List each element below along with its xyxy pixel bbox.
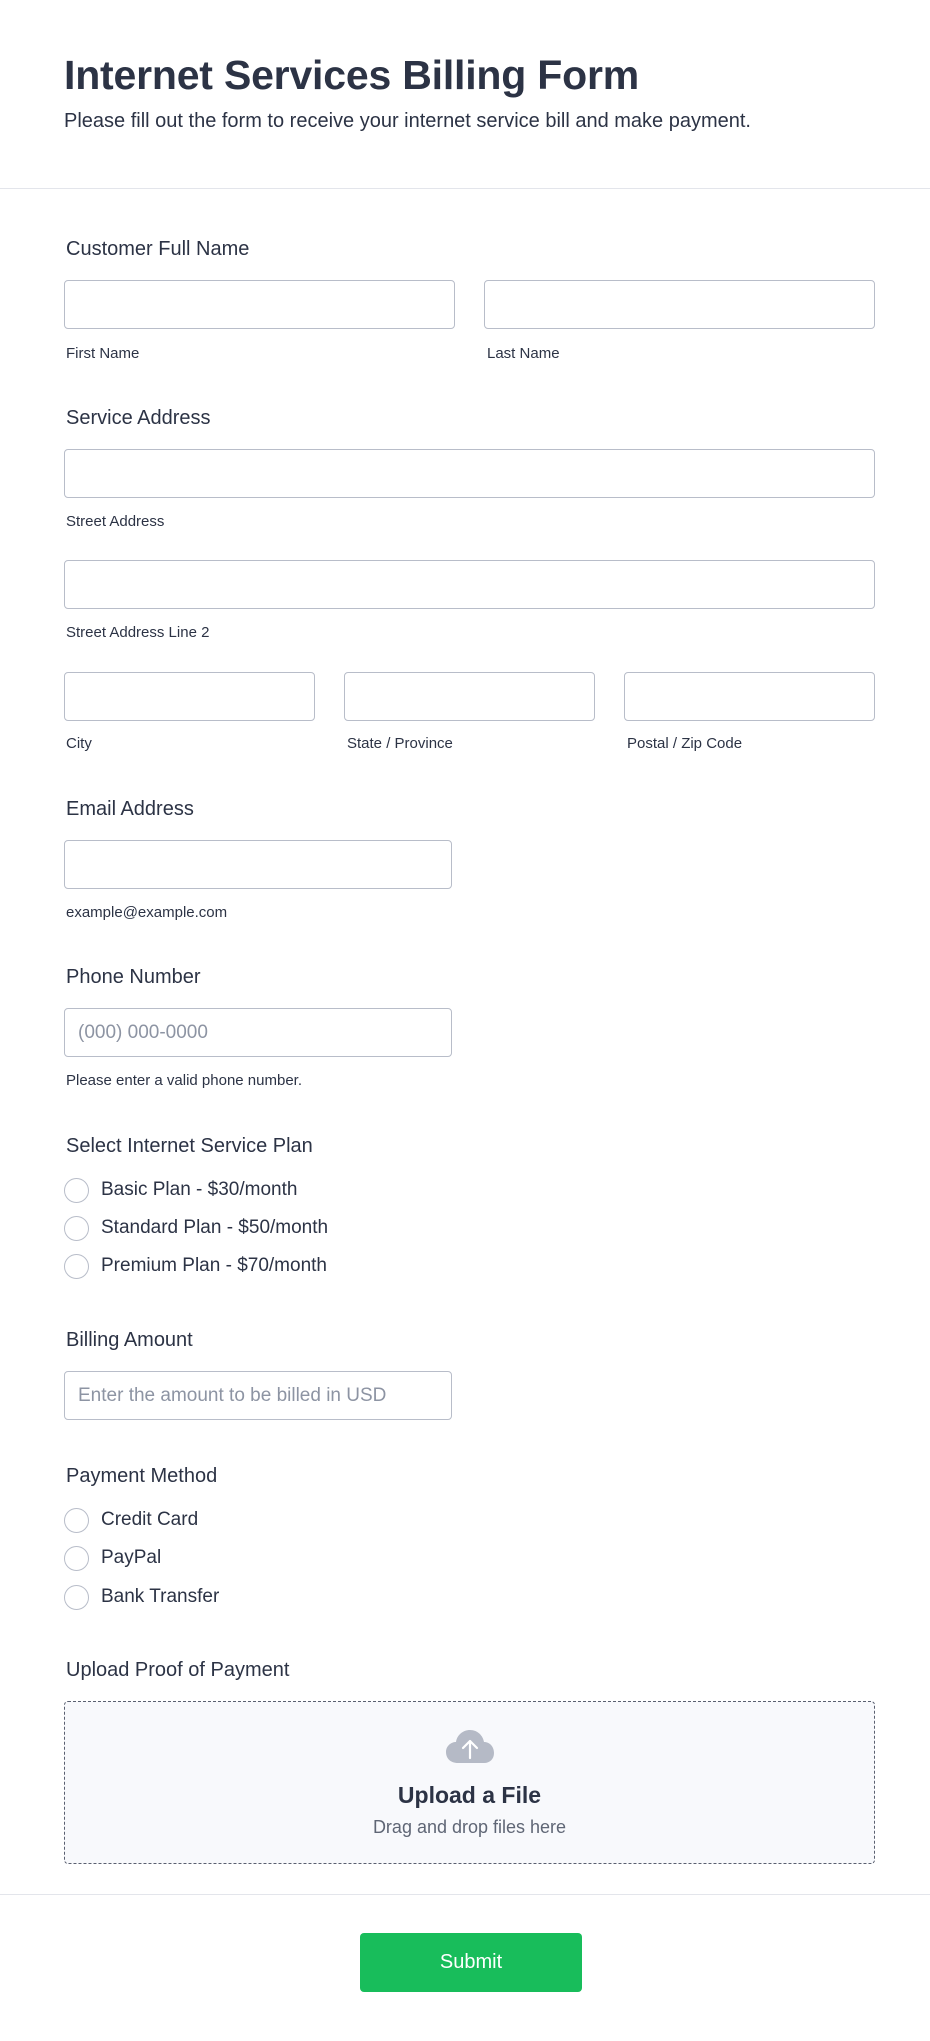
upload-title: Upload a File	[397, 1782, 542, 1808]
payment-option-label: PayPal	[101, 1547, 162, 1568]
street-address-line2-sublabel: Street Address Line 2	[66, 624, 210, 641]
state-input[interactable]	[344, 672, 595, 721]
payment-option-bank-transfer[interactable]	[64, 1583, 219, 1611]
radio-button[interactable]	[64, 1178, 89, 1203]
radio-button[interactable]	[64, 1254, 89, 1279]
cloud-upload-icon	[445, 1728, 495, 1764]
payment-option-label: Bank Transfer	[101, 1586, 220, 1607]
file-upload-dropzone[interactable]	[64, 1701, 875, 1864]
plan-option-basic[interactable]	[64, 1176, 297, 1204]
email-input[interactable]	[64, 840, 452, 889]
service-address-label: Service Address	[66, 407, 211, 429]
city-sublabel: City	[66, 735, 92, 752]
payment-option-label: Credit Card	[101, 1509, 199, 1530]
zip-sublabel: Postal / Zip Code	[627, 735, 743, 752]
phone-sublabel: Please enter a valid phone number.	[66, 1072, 302, 1089]
city-input[interactable]	[64, 672, 315, 721]
street-address-line2-input[interactable]	[64, 560, 875, 609]
last-name-sublabel: Last Name	[487, 345, 560, 362]
payment-option-paypal[interactable]	[64, 1544, 161, 1572]
email-sublabel: example@example.com	[66, 904, 228, 921]
last-name-input[interactable]	[484, 280, 875, 329]
street-address-sublabel: Street Address	[66, 513, 165, 530]
phone-label: Phone Number	[66, 966, 201, 988]
billing-amount-input[interactable]	[64, 1371, 452, 1420]
plan-option-label: Premium Plan - $70/month	[101, 1255, 327, 1276]
plan-option-premium[interactable]	[64, 1252, 327, 1280]
footer-divider	[0, 1894, 930, 1895]
customer-name-label: Customer Full Name	[66, 238, 250, 260]
email-label: Email Address	[66, 798, 194, 820]
first-name-input[interactable]	[64, 280, 455, 329]
phone-input[interactable]	[64, 1008, 452, 1057]
service-plan-label: Select Internet Service Plan	[66, 1135, 313, 1157]
radio-button[interactable]	[64, 1508, 89, 1533]
radio-button[interactable]	[64, 1585, 89, 1610]
billing-amount-label: Billing Amount	[66, 1329, 193, 1351]
upload-label: Upload Proof of Payment	[66, 1659, 290, 1681]
plan-option-standard[interactable]	[64, 1214, 328, 1242]
first-name-sublabel: First Name	[66, 345, 140, 362]
submit-button[interactable]: Submit	[360, 1933, 582, 1992]
radio-button[interactable]	[64, 1546, 89, 1571]
zip-input[interactable]	[624, 672, 875, 721]
plan-option-label: Standard Plan - $50/month	[101, 1217, 329, 1238]
form-header	[0, 0, 930, 189]
form-subtitle: Please fill out the form to receive your internet service bill and make payment.	[64, 110, 751, 132]
state-sublabel: State / Province	[347, 735, 453, 752]
payment-method-label: Payment Method	[66, 1465, 218, 1487]
upload-subtitle: Drag and drop files here	[372, 1817, 567, 1837]
form-title: Internet Services Billing Form	[64, 52, 639, 98]
payment-option-credit-card[interactable]	[64, 1506, 198, 1534]
plan-option-label: Basic Plan - $30/month	[101, 1179, 298, 1200]
radio-button[interactable]	[64, 1216, 89, 1241]
street-address-input[interactable]	[64, 449, 875, 498]
